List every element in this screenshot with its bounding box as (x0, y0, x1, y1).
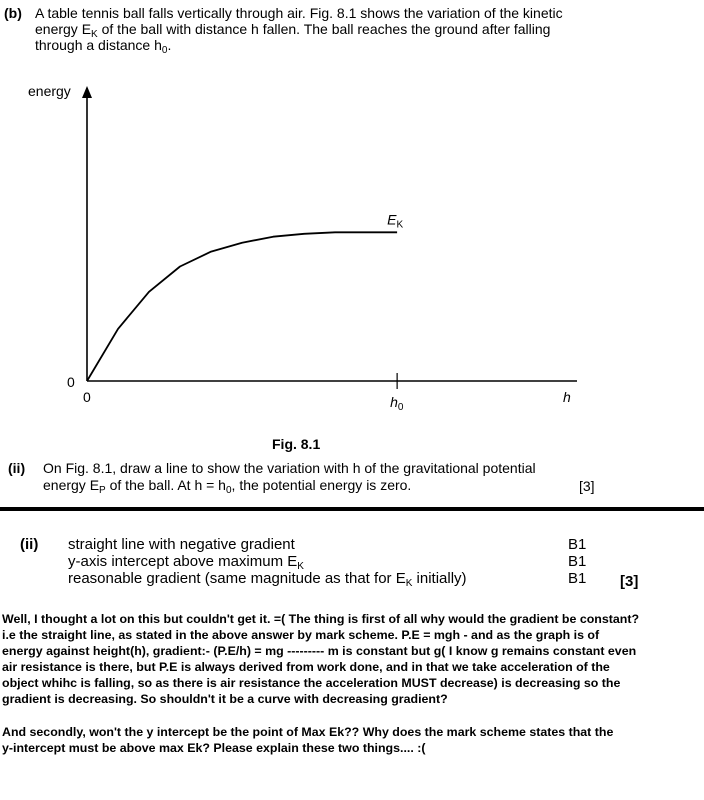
question-line-2: energy $E_K$ of the ball with distance h fallen. The ball reaches the ground after falling (35, 21, 551, 40)
ek-curve-label: $E_K$ (387, 211, 404, 231)
ek-curve (87, 232, 397, 381)
y-origin-label: 0 (67, 374, 75, 390)
part-ii-line-1: On Fig. 8.1, draw a line to show the variation with h of the gravitational potential (43, 460, 536, 476)
question-line-3: through a distance $h_0$. (35, 37, 172, 56)
comment-line-9: y-intercept must be above max Ek? Please explain these two things.... :( (2, 741, 426, 755)
figure-caption: Fig. 8.1 (272, 436, 321, 452)
comment-line-5: object whihc is falling, so as there is air resistance the acceleration MUST decrease) is decreasing so the (2, 676, 621, 690)
x-end-label: h (563, 389, 571, 405)
energy-graph (0, 80, 704, 420)
mark-scheme-label: (ii) (20, 536, 39, 553)
x-origin-label: 0 (83, 389, 91, 405)
part-ii-line-2: energy $E_P$ of the ball. At $h = h_0$, the potential energy is zero. (43, 477, 412, 496)
part-ii-marks: [3] (579, 478, 595, 494)
mark-scheme-row-1: straight line with negative gradient (68, 536, 295, 553)
part-ii-label: (ii) (8, 460, 26, 476)
comment-line-3: energy against height(h), gradient:- (P.E/h) = mg --------- m is constant but g( I know g remains constant even (2, 644, 637, 658)
question-part-label: (b) (4, 5, 22, 21)
x-tick-label: $h_0$ (390, 394, 404, 413)
mark-row-2: B1 (568, 553, 587, 570)
divider (0, 507, 704, 511)
mark-scheme-row-2: y-axis intercept above maximum $E_K$ (68, 553, 304, 572)
mark-row-1: B1 (568, 536, 587, 553)
mark-scheme-row-3: reasonable gradient (same magnitude as that for $E_K$ initially) (68, 570, 467, 589)
comment-line-4: air resistance is there, but P.E is always derived from work done, and in that we take acceleration of the (2, 660, 610, 674)
y-axis-arrow (82, 86, 92, 98)
comment-line-8: And secondly, won't the y intercept be the point of Max Ek?? Why does the mark scheme states that the (2, 725, 614, 739)
mark-scheme-total: [3] (620, 573, 639, 590)
comment-line-2: i.e the straight line, as stated in the above answer by mark scheme. P.E = mgh - and as the graph is of (2, 628, 600, 642)
mark-row-3: B1 (568, 570, 587, 587)
y-axis-label: energy (28, 83, 71, 99)
question-line-1: A table tennis ball falls vertically through air. Fig. 8.1 shows the variation of the kinetic (35, 5, 563, 21)
comment-line-1: Well, I thought a lot on this but couldn't get it. =( The thing is first of all why would the gradient be constant? (2, 612, 640, 626)
comment-line-6: gradient is decreasing. So shouldn't it be a curve with decreasing gradient? (2, 692, 448, 706)
